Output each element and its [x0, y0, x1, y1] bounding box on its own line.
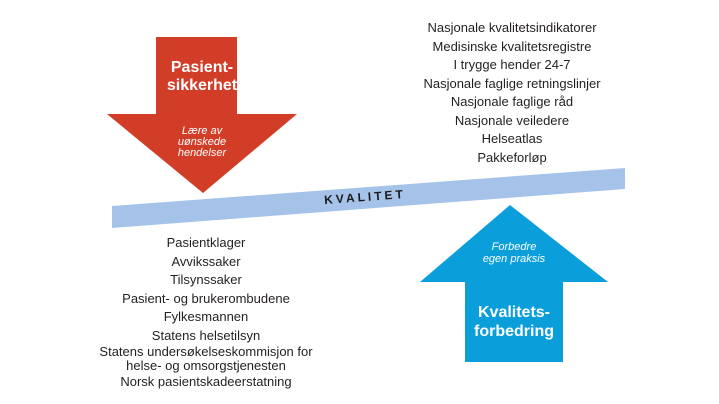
quality-improvement-label-line: Kvalitets- — [477, 304, 551, 321]
safety-source-item: Fylkesmannen — [163, 309, 249, 324]
quality-tool-item: Pakkeforløp — [477, 149, 547, 165]
safety-sources-list — [94, 234, 318, 392]
quality-improvement-note-line: egen praksis — [482, 253, 546, 265]
quality-tool-item: Nasjonale faglige råd — [450, 94, 574, 109]
patient-safety-note-line: uønskede — [177, 136, 227, 148]
patient-safety-note — [107, 126, 297, 159]
quality-tools-list — [392, 19, 632, 167]
quality-tool-item: Nasjonale kvalitetsindikatorer — [427, 20, 597, 35]
patient-safety-note-line: Lære av — [181, 125, 223, 137]
quality-tool-item: Nasjonale faglige retningslinjer — [423, 75, 601, 91]
quality-tool-item: Nasjonale veiledere — [454, 112, 570, 128]
patient-safety-label-line: sikkerhet — [166, 77, 238, 94]
patient-safety-label — [107, 59, 297, 95]
safety-source-item: Avvikssaker — [171, 253, 241, 269]
safety-source-item: Norsk pasientskadeerstatning — [120, 374, 292, 389]
patient-safety-label-line: Pasient- — [170, 59, 234, 76]
quality-tool-item: Medisinske kvalitetsregistre — [432, 38, 592, 54]
quality-improvement-note — [420, 241, 608, 265]
safety-source-item: Pasientklager — [166, 235, 246, 250]
safety-source-item: Tilsynssaker — [170, 272, 242, 287]
quality-tool-item: I trygge hender 24-7 — [453, 57, 571, 72]
safety-source-item: Statens undersøkelseskommisjon for helse- og omsorgstjenesten — [99, 344, 313, 373]
quality-tool-item: Helseatlas — [481, 131, 543, 146]
patient-safety-note-line: hendelser — [177, 147, 227, 159]
kvalitet-bar-label: KVALITET — [323, 187, 407, 207]
quality-improvement-label — [420, 303, 608, 341]
safety-source-item: Pasient- og brukerombudene — [122, 290, 290, 306]
safety-source-item: Statens helsetilsyn — [151, 327, 261, 343]
quality-improvement-note-line: Forbedre — [491, 241, 537, 253]
quality-improvement-label-line: forbedring — [474, 323, 554, 340]
